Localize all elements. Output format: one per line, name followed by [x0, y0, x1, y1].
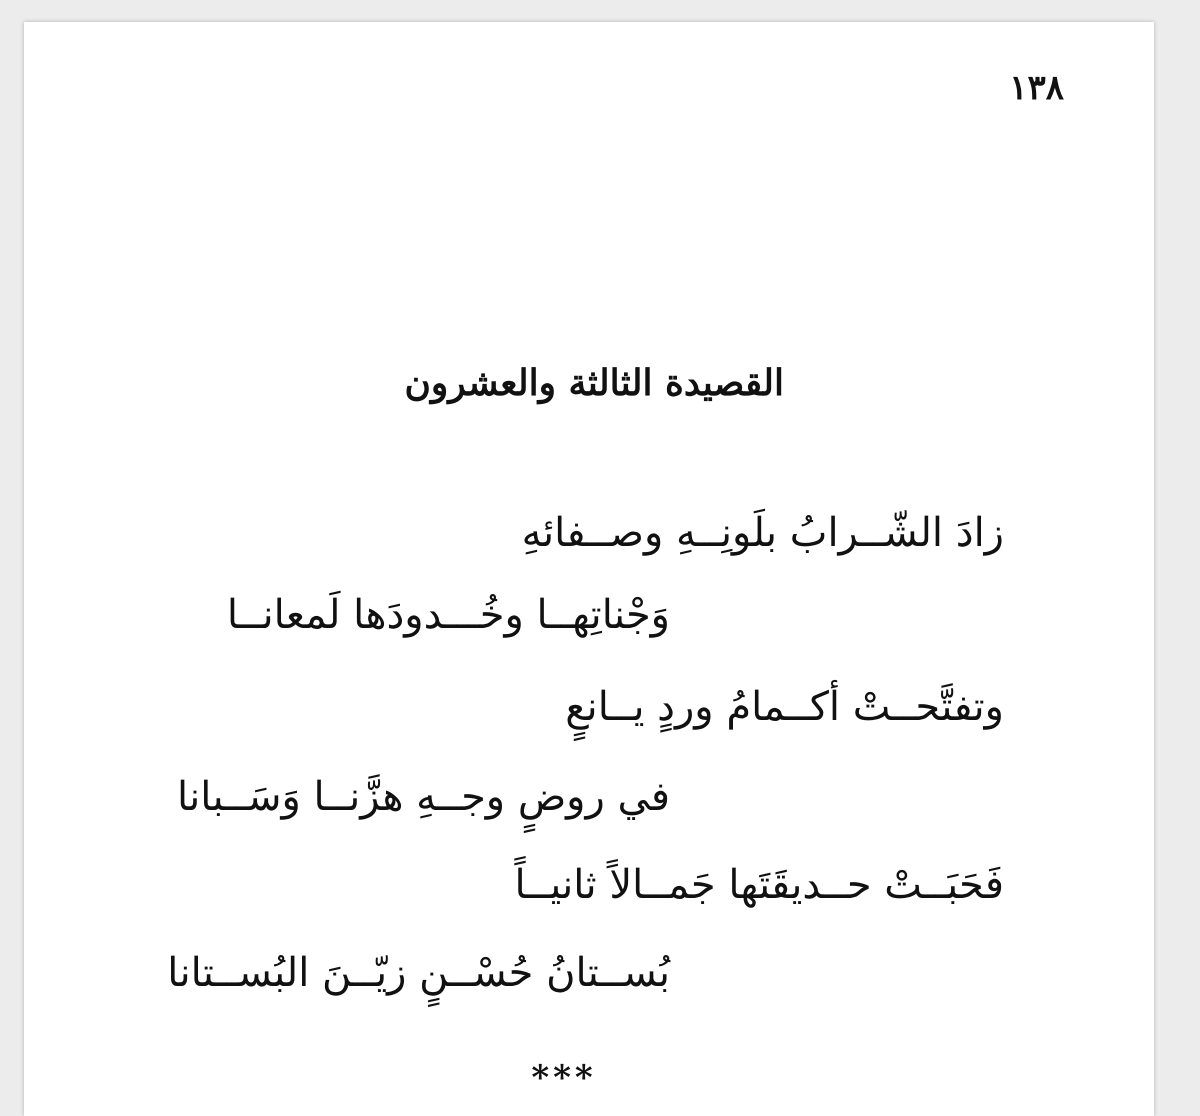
page-number: ١٣٨	[1009, 68, 1064, 108]
book-page	[24, 22, 1154, 1116]
verse-line-4: في روضٍ وجــهِ هزَّنــا وَسَــبانا	[176, 774, 670, 820]
verse-line-2: وَجْناتِهــا وخُـــدودَها لَمعانــا	[226, 592, 670, 638]
verse-line-6: بُســتانُ حُسْــنٍ زيّــنَ البُســتانا	[167, 950, 670, 996]
section-ornament: ***	[531, 1058, 597, 1098]
verse-line-3: وتفتَّحــتْ أكــمامُ وردٍ يــانعٍ	[565, 684, 1004, 730]
verse-line-5: فَحَبَــتْ حــديقَتَها جَمــالاً ثانيــاً	[514, 862, 1004, 908]
poem-title: القصيدة الثالثة والعشرون	[404, 362, 784, 404]
verse-line-1: زادَ الشّــرابُ بلَونِــهِ وصــفائهِ	[521, 510, 1004, 556]
